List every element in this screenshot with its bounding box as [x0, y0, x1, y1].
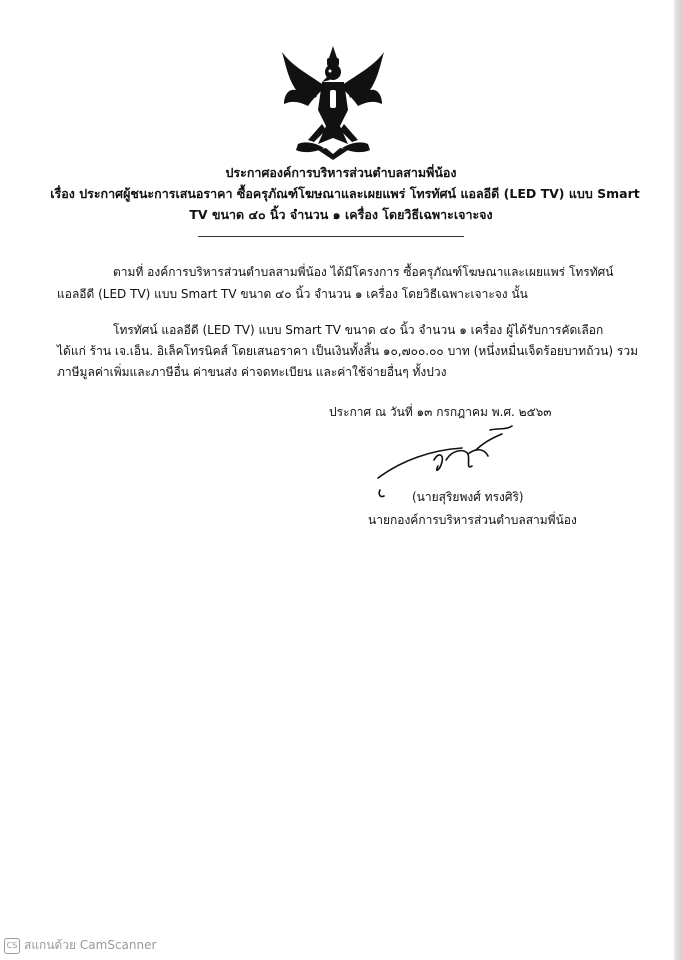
paragraph-2-line-2: ได้แก่ ร้าน เจ.เอ็น. อิเล็คโทรนิคส์ โดยเสนอราคา เป็นเงินทั้งสิ้น ๑๐,๗๐๐.๐๐ บาท (หนึ่งหมื่นเจ็ดร้อยบาทถ้วน) รวม: [57, 344, 638, 358]
signer-position: นายกองค์การบริหารส่วนตำบลสามพี่น้อง: [368, 513, 577, 527]
paragraph-2-line-3: ภาษีมูลค่าเพิ่มและภาษีอื่น ค่าขนส่ง ค่าจดทะเบียน และค่าใช้จ่ายอื่นๆ ทั้งปวง: [57, 365, 447, 379]
scanner-watermark: [4, 936, 156, 955]
separator-line: [198, 236, 464, 237]
paragraph-2-line-1: โทรทัศน์ แอลอีดี (LED TV) แบบ Smart TV ขนาด ๔๐ นิ้ว จำนวน ๑ เครื่อง ผู้ได้รับการคัดเลือก: [113, 323, 604, 337]
signer-name: (นายสุริยพงศ์ ทรงศิริ): [412, 490, 524, 504]
subject-line-2: TV ขนาด ๔๐ นิ้ว จำนวน ๑ เครื่อง โดยวิธีเฉพาะเจาะจง: [189, 207, 493, 222]
announcement-title: ประกาศองค์การบริหารส่วนตำบลสามพี่น้อง: [225, 165, 457, 180]
camscanner-icon: CS: [4, 938, 20, 954]
scanner-label: สแกนด้วย CamScanner: [24, 938, 157, 952]
garuda-emblem-icon: [278, 44, 388, 162]
paragraph-1-line-2: แอลอีดี (LED TV) แบบ Smart TV ขนาด ๔๐ นิ้ว จำนวน ๑ เครื่อง โดยวิธีเฉพาะเจาะจง นั้น: [57, 287, 528, 301]
announcement-date: ประกาศ ณ วันที่ ๑๓ กรกฎาคม พ.ศ. ๒๕๖๓: [329, 405, 552, 419]
page-edge-shadow: [674, 0, 682, 960]
subject-line-1: เรื่อง ประกาศผู้ชนะการเสนอราคา ซื้อครุภัณฑ์โฆษณาและเผยแพร่ โทรทัศน์ แอลอีดี (LED TV) แบบ Smart: [50, 186, 640, 201]
paragraph-1-line-1: ตามที่ องค์การบริหารส่วนตำบลสามพี่น้อง ได้มีโครงการ ซื้อครุภัณฑ์โฆษณาและเผยแพร่ โทรทัศน์: [113, 265, 614, 279]
